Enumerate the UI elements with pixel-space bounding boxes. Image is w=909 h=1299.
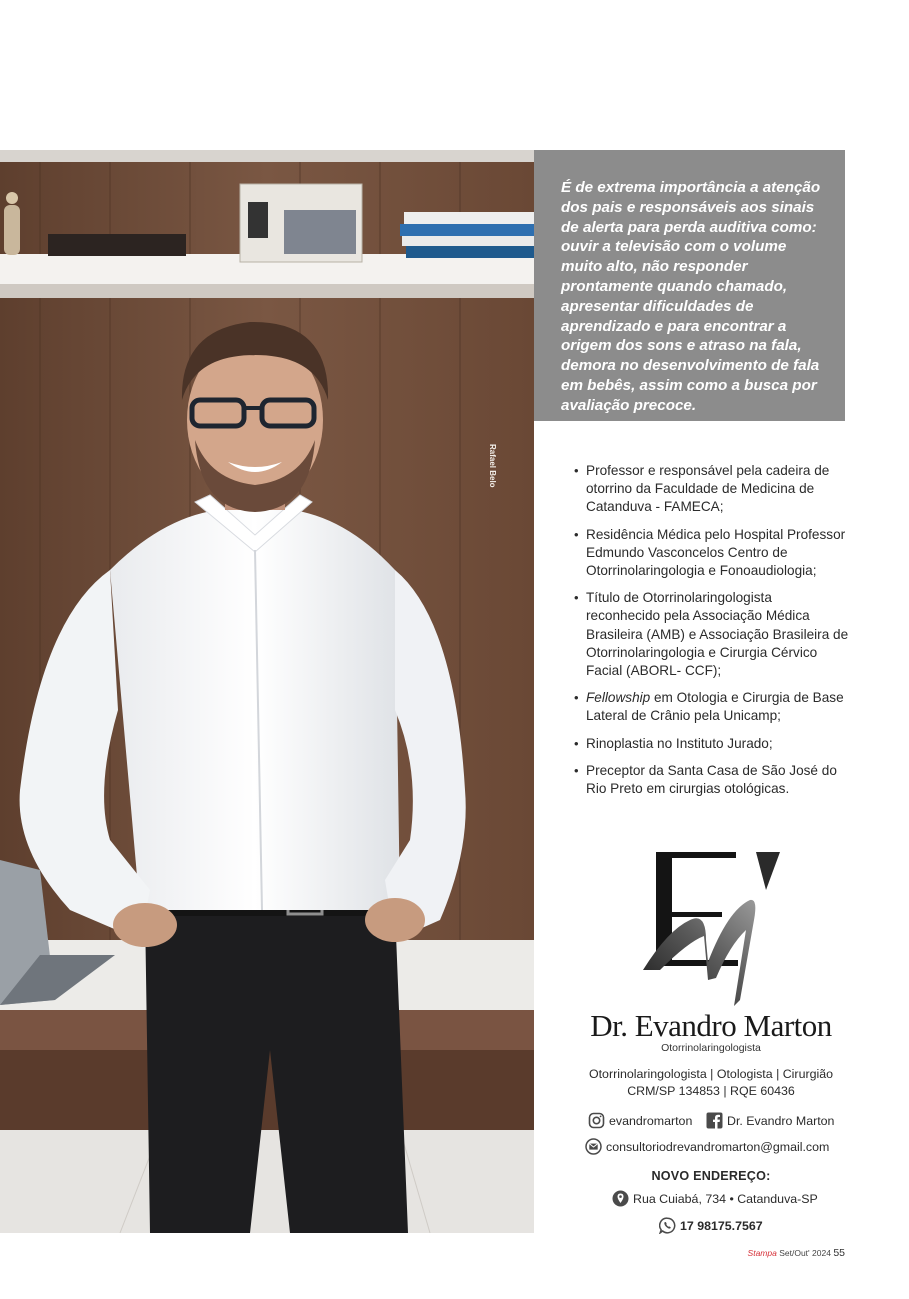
phone-contact[interactable]: [659, 1217, 763, 1234]
bullet-icon: •: [574, 590, 579, 606]
doctor-photo: [0, 150, 534, 1233]
pull-quote-text: É de extrema importância a atenção dos pais e responsáveis aos sinais de alerta para perda auditiva como: ouvir a televisão com o volume muito alto, não responder prontamente quando chamado, apresentar dificuldades de aprendizado e para encontrar a origem dos sons e atraso na fala, demora no desenvolvimento de fala em bebês, assim como a busca por avaliação precoce.: [561, 179, 821, 414]
address-text: Rua Cuiabá, 734 • Catanduva-SP: [633, 1191, 818, 1206]
bullet-icon: •: [574, 762, 579, 778]
phone-number: 17 98175.7567: [680, 1218, 763, 1233]
credential-item: • Fellowship em Otologia e Cirurgia de Base Lateral de Crânio pela Unicamp;: [574, 690, 844, 724]
brand-subtitle: Otorrinolaringologista: [661, 1042, 761, 1054]
credential-item: • Professor e responsável pela cadeira de otorrino da Faculdade de Medicina de Catanduva - FAMECA;: [574, 463, 830, 515]
facebook-icon: [706, 1112, 723, 1129]
page-footer: [748, 1247, 845, 1259]
credential-item: • Preceptor da Santa Casa de São José do Rio Preto em cirurgias otológicas.: [574, 762, 837, 797]
bullet-icon: •: [574, 735, 579, 751]
pull-quote: [534, 150, 845, 421]
issue-label: Set/Out' 2024: [779, 1248, 831, 1258]
photo-illustration: [0, 150, 534, 1233]
whatsapp-icon: [659, 1217, 676, 1234]
page-number: 55: [833, 1247, 845, 1259]
credential-item: • Rinoplastia no Instituto Jurado;: [574, 735, 849, 753]
email-address: consultoriodrevandromarton@gmail.com: [606, 1139, 830, 1154]
bullet-icon: •: [574, 690, 579, 706]
photo-credit: Rafael Belo: [488, 444, 497, 488]
em-monogram-logo: [638, 850, 788, 1010]
brand-name: Dr. Evandro Marton: [590, 1008, 832, 1043]
credentials-list: [574, 462, 849, 807]
facebook-contact[interactable]: [706, 1112, 834, 1129]
bullet-icon: •: [574, 463, 579, 478]
instagram-contact[interactable]: [588, 1112, 692, 1129]
registration: CRM/SP 134853 | RQE 60436: [627, 1084, 795, 1098]
specialties-block: [565, 1066, 857, 1100]
specialties: Otorrinolaringologista | Otologista | Cirurgião: [588, 1067, 834, 1081]
email-contact[interactable]: [585, 1138, 829, 1155]
address-contact[interactable]: [612, 1190, 818, 1207]
location-pin-icon: [612, 1190, 629, 1207]
address-heading: NOVO ENDEREÇO:: [651, 1169, 771, 1183]
magazine-name: Stampa: [747, 1248, 777, 1258]
credential-item: • Residência Médica pelo Hospital Professor Edmundo Vasconcelos Centro de Otorrinolaringologia e Fonoaudiologia;: [574, 526, 846, 579]
instagram-icon: [588, 1112, 605, 1129]
credential-item: • Título de Otorrinolaringologista reconhecido pela Associação Médica Brasileira (AMB) e Associação Brasileira de Otorrinolaringologia e Cirurgia Cérvico Facial (ABORL- CCF);: [574, 590, 849, 679]
instagram-handle: evandromarton: [609, 1113, 693, 1128]
email-icon: [585, 1138, 602, 1155]
bullet-icon: •: [574, 526, 579, 542]
facebook-name: Dr. Evandro Marton: [727, 1113, 835, 1128]
